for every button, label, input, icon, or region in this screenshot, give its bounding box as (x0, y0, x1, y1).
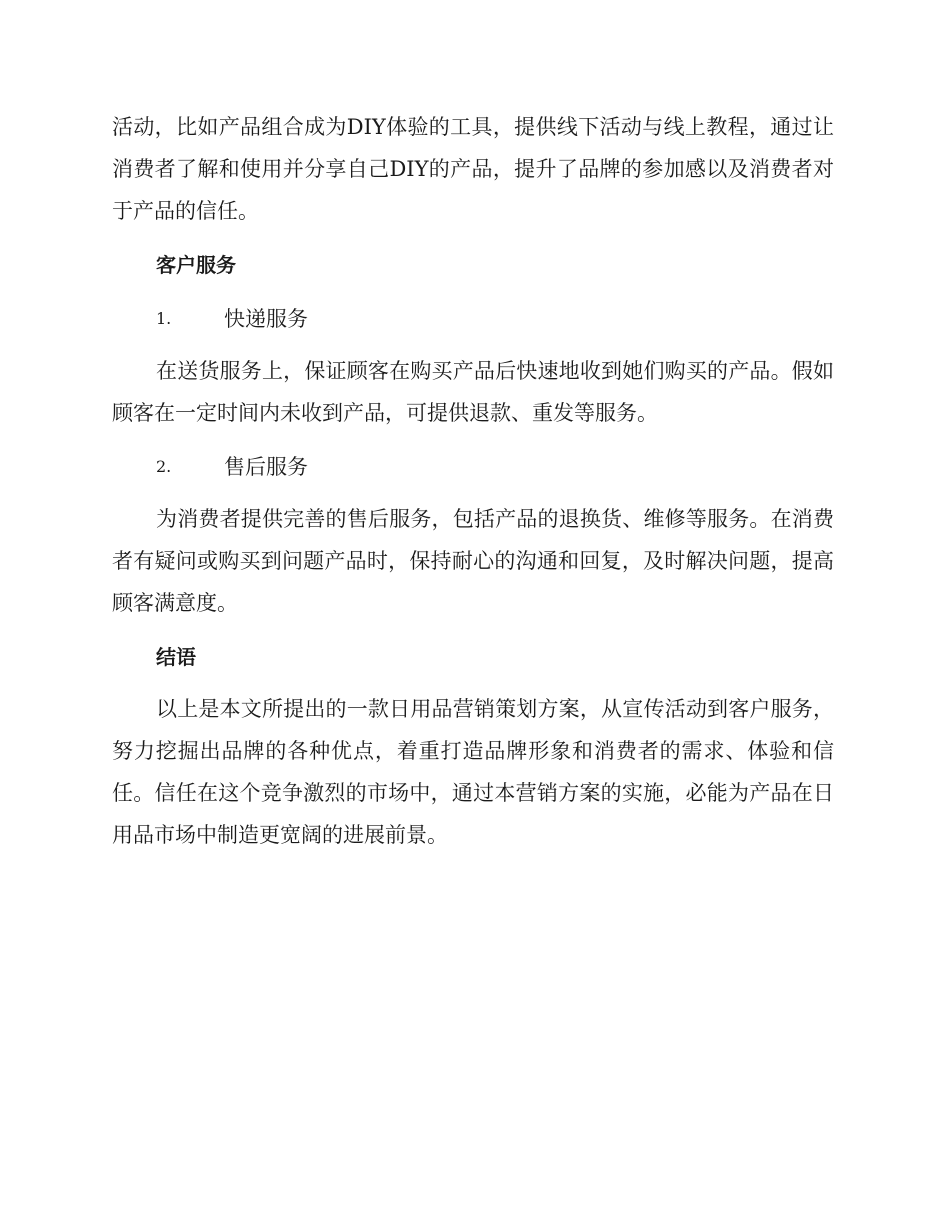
list-number: 2. (156, 457, 172, 476)
list-item-after-sales-service (156, 446, 834, 488)
list-item-delivery-service (156, 298, 834, 340)
list-label: 售后服务 (224, 455, 308, 479)
document-page (112, 106, 834, 856)
list-number: 1. (156, 309, 172, 328)
paragraph-diy-activities: 活动，比如产品组合成为DIY体验的工具，提供线下活动与线上教程，通过让消费者了解和使用并分享自己DIY的产品，提升了品牌的参加感以及消费者对于产品的信任。 (112, 115, 834, 223)
paragraph-conclusion: 以上是本文所提出的一款日用品营销策划方案，从宣传活动到客户服务，努力挖掘出品牌的各种优点，着重打造品牌形象和消费者的需求、体验和信任。信任在这个竞争激烈的市场中，通过本营销方案的实施，必能为产品在日用品市场中制造更宽阔的进展前景。 (112, 697, 834, 847)
list-label: 快递服务 (224, 307, 308, 331)
section-heading-conclusion: 结语 (156, 645, 196, 669)
paragraph-after-sales: 为消费者提供完善的售后服务，包括产品的退换货、维修等服务。在消费者有疑问或购买到问题产品时，保持耐心的沟通和回复，及时解决问题，提高顾客满意度。 (112, 507, 834, 615)
paragraph-delivery: 在送货服务上，保证顾客在购买产品后快速地收到她们购买的产品。假如顾客在一定时间内未收到产品，可提供退款、重发等服务。 (112, 359, 834, 425)
section-heading-customer-service: 客户服务 (156, 253, 236, 277)
